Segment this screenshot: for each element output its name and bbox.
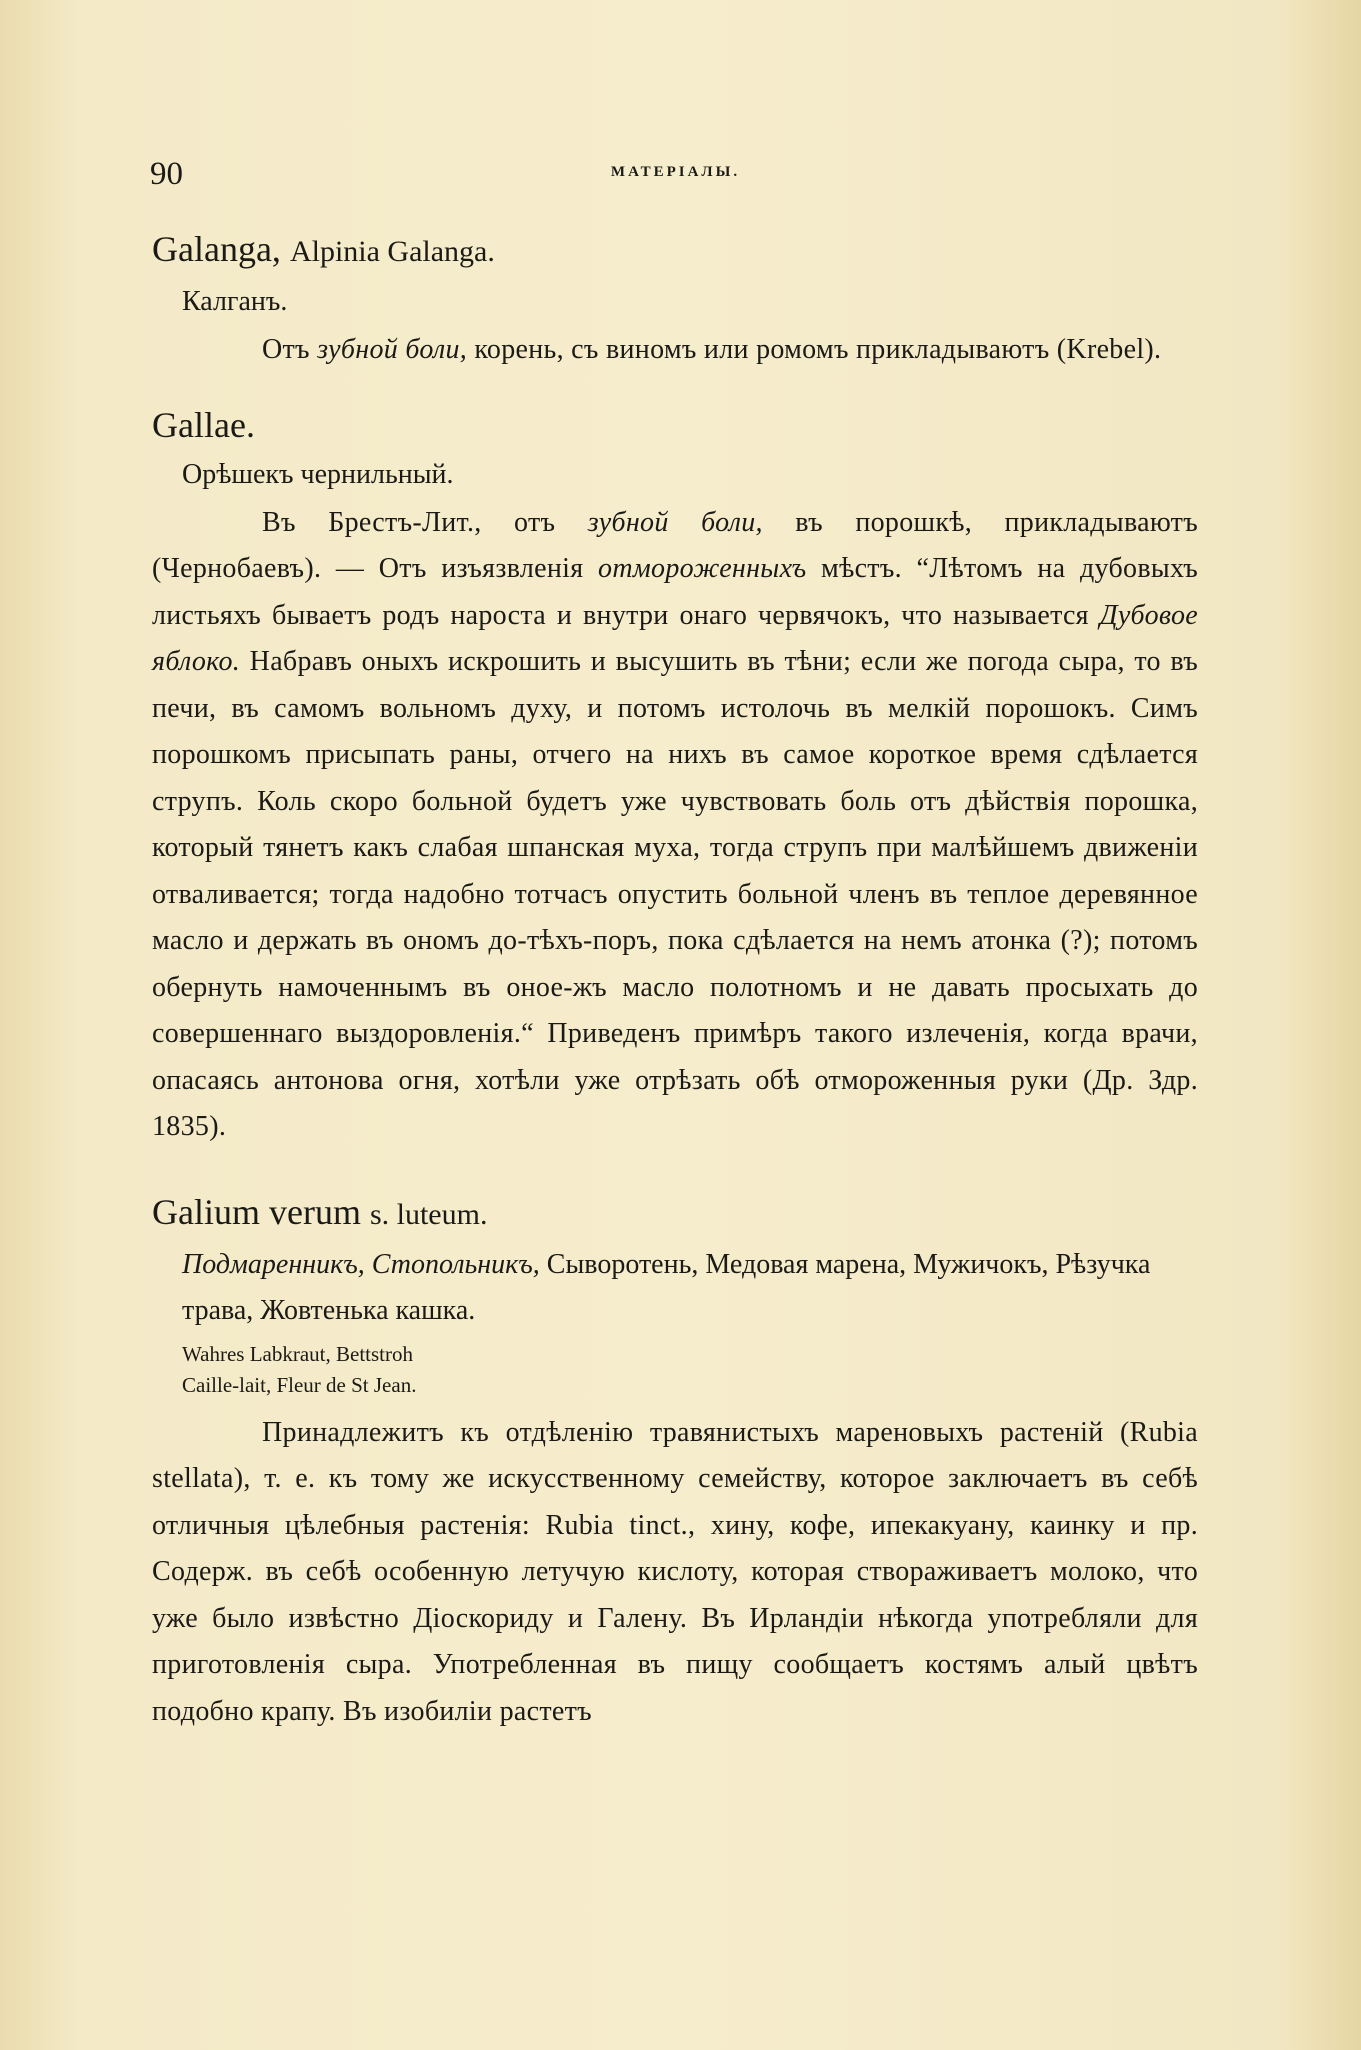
- entry-common-names: [182, 1242, 1198, 1334]
- text-run: мѣстъ. “Лѣтомъ на дубовыхъ листьяхъ бываетъ родъ нароста и внутри онаго червячокъ, что называется: [152, 553, 1198, 631]
- running-title: МАТЕРІАЛЫ.: [610, 164, 741, 180]
- entry-heading-main: Galanga,: [152, 229, 281, 269]
- italic-run: Подмаренникъ, Стопольникъ,: [182, 1248, 540, 1280]
- page-number: 90: [150, 156, 183, 192]
- entry-heading-latin: Alpinia Galanga.: [289, 235, 495, 268]
- italic-run: Дубовое яблоко.: [152, 599, 1198, 677]
- entry-heading: [152, 1189, 1198, 1238]
- text-run: Набравъ оныхъ искрошить и высушить въ тѣни; если же погода сыра, то въ печи, въ самомъ вольномъ духу, и потомъ истолочь въ мелкій порошокъ. Симъ порошкомъ присыпать раны, отчего на нихъ въ самое короткое время сдѣлается струпъ. Коль скоро больной будетъ уже чувствовать боль отъ дѣйствія порошка, который тянетъ какъ слабая шпанская муха, тогда струпъ при малѣйшемъ движеніи отваливается; тогда надобно тотчасъ опустить больной членъ въ теплое деревянное масло и держать въ ономъ до-тѣхъ-поръ, пока сдѣлается на немъ атонка (?); потомъ обернуть намоченнымъ въ оное-жъ масло полотномъ и не давать просыхать до совершеннаго выздоровленія.“ Приведенъ примѣръ такого излеченія, когда врачи, опасаясь антонова огня, хотѣли уже отрѣзать обѣ отмороженныя руки (Др. Здр. 1835).: [152, 646, 1198, 1142]
- italic-run: зубной боли,: [317, 334, 468, 365]
- italic-run: зубной боли,: [587, 506, 763, 538]
- entry-heading: [152, 226, 1198, 275]
- entry-common-names: Калганъ.: [182, 286, 288, 317]
- text-run: въ порошкѣ, прикладываютъ (Чернобаевъ). — Отъ изъязвленія: [152, 506, 1198, 584]
- entry-paragraph: [152, 500, 1198, 1151]
- entry-paragraph: [152, 327, 1198, 374]
- text-run: Въ Брестъ-Лит., отъ: [262, 506, 588, 538]
- entry-heading-main: Galium verum: [152, 1191, 361, 1232]
- text-run: Сыворотень, Медовая марена, Мужичокъ, Рѣзучка трава, Жовтенька кашка.: [182, 1248, 1151, 1326]
- entry-heading-latin: s. luteum.: [369, 1197, 488, 1231]
- page-body: [152, 226, 1198, 1735]
- page-header: [150, 156, 1201, 196]
- french-name: Caille-lait, Fleur de St Jean.: [182, 1372, 417, 1397]
- entry-paragraph: Принадлежитъ къ отдѣленію травянистыхъ мареновыхъ растеній (Rubia stellata), т. е. къ тому же искусственному семейству, которое заключаетъ въ себѣ отличныя цѣлебныя растенія: Rubia tinct., хину, кофе, ипекакуану, каинку и пр. Содерж. въ себѣ особенную летучую кислоту, которая створаживаетъ молоко, что уже было извѣстно Діоскориду и Галену. Въ Ирландіи нѣкогда употребляли для приготовленія сыра. Употребленная въ пищу сообщаетъ костямъ алый цвѣтъ подобно крапу. Въ изобиліи растетъ: [152, 1416, 1198, 1727]
- entry-heading: Gallae.: [152, 404, 255, 445]
- text-run: Отъ: [262, 334, 318, 365]
- entry-common-names: Орѣшекъ чернильный.: [182, 458, 454, 490]
- italic-run: отмороженныхъ: [598, 553, 807, 584]
- text-run: корень, съ виномъ или ромомъ прикладываютъ (Krebel).: [467, 334, 1162, 365]
- german-name: Wahres Labkraut, Bettstroh: [182, 1341, 413, 1366]
